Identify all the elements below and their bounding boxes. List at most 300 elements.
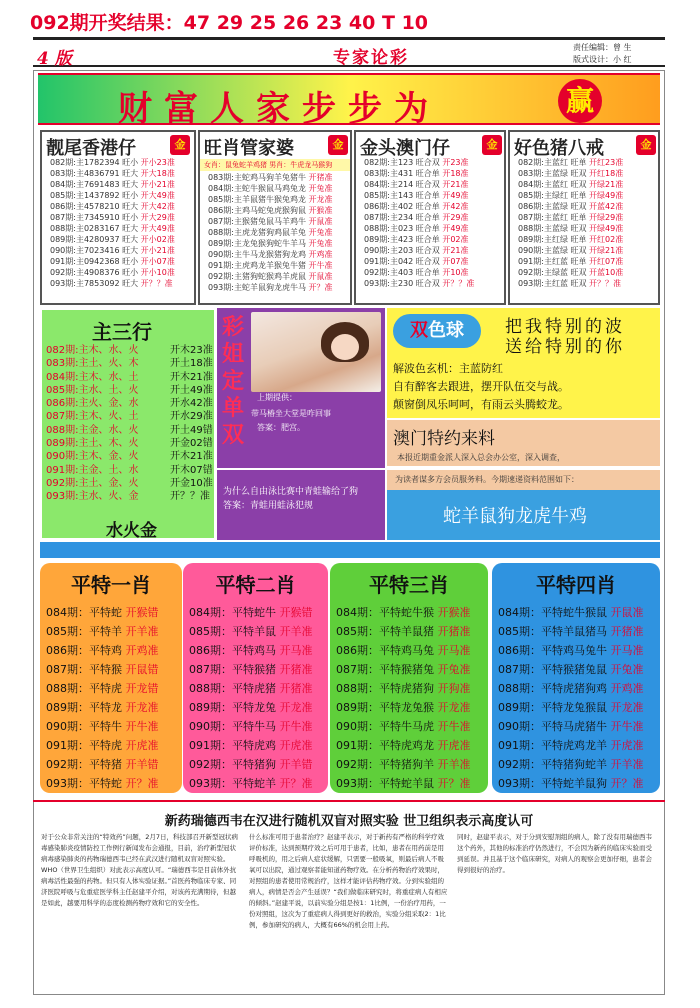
row-result: 开大18准 — [138, 169, 175, 178]
row-result: 开水42准 — [170, 398, 213, 410]
draw-result-title: 092期开奖结果：47 29 25 26 23 40 T 10 — [30, 12, 429, 34]
macau-zodiac: 蛇羊鼠狗龙虎牛鸡 — [443, 506, 587, 527]
row-main: 093期:主7853092 旺大 — [50, 279, 139, 288]
row-result: 开大49准 — [138, 191, 175, 200]
list-item — [46, 736, 178, 755]
row-main: 089期:主土、木、火 — [46, 438, 139, 450]
list-item — [46, 679, 178, 698]
row-result: 开红23准 — [586, 158, 624, 167]
row-result: 开猴准 — [305, 206, 333, 215]
row-main: 089期：平特龙 — [46, 701, 122, 714]
row-main: 090期：平特马虎猪牛 — [498, 720, 607, 733]
list-item — [336, 660, 484, 679]
list-item — [200, 260, 350, 271]
row-result: 开？准 — [276, 777, 313, 790]
row-result: 开龙错 — [122, 682, 159, 695]
list-item — [46, 384, 213, 397]
list-item — [200, 271, 350, 282]
list-item — [189, 698, 324, 717]
riddle-panel — [217, 470, 385, 540]
row-result: 开虎准 — [607, 739, 644, 752]
row-main: 089期:主红绿 旺单 — [518, 235, 587, 244]
list-item — [510, 245, 658, 256]
list-item — [336, 774, 484, 793]
row-main: 091期:主0942368 旺小 — [50, 257, 139, 266]
row-main: 083期:主土、火、木 — [46, 358, 139, 370]
row-main: 088期：平特虎猪狗 — [336, 682, 434, 695]
row-result: 开？准 — [434, 777, 471, 790]
row-main: 087期：平特猴猪兔 — [336, 663, 434, 676]
macau-zodiac-box — [387, 490, 660, 540]
list-item — [46, 371, 213, 384]
list-item — [336, 679, 484, 698]
row-main: 092期：平特猪 — [46, 758, 122, 771]
row-result: 开兔准 — [607, 663, 644, 676]
row-result: 开猴错 — [122, 606, 159, 619]
list-item — [498, 622, 656, 641]
editor-credits — [573, 42, 632, 66]
row-result: 开大49准 — [138, 224, 175, 233]
row-main: 087期:主猴猪兔鼠马羊鸡牛 — [208, 217, 306, 226]
row-main: 086期:主4578210 旺大 — [50, 202, 139, 211]
row-main: 093期：平特蛇羊鼠 — [336, 777, 434, 790]
row-result: 开绿49准 — [586, 224, 624, 233]
row-main: 089期：平特龙兔猴 — [336, 701, 434, 714]
row-result: 开？？准 — [439, 279, 475, 288]
row-main: 093期:主230 旺合双 — [364, 279, 440, 288]
list-item — [336, 603, 484, 622]
row-result: 开鸡准 — [122, 644, 159, 657]
row-result: 开02准 — [439, 235, 469, 244]
list-item — [336, 698, 484, 717]
row-result: 开42准 — [439, 202, 469, 211]
row-result: 开土18准 — [170, 358, 213, 370]
list-item — [42, 190, 194, 201]
macau-special-title: 澳门特约来料 — [393, 429, 495, 449]
list-item — [200, 227, 350, 238]
row-main: 093期：平特蛇羊鼠狗 — [498, 777, 607, 790]
row-result: 开29准 — [439, 213, 469, 222]
article-column-3: 同时，赵建平表示，对于分到安慰剂组的病人，除了没有用瑞德西韦这个药外，其他的标准治疗仍然进行，不会因为新药的临床实验而受到延误。并且基于这个临床研究，对病人的观察会更加仔细，患者会得到很好的治疗。 — [457, 833, 652, 874]
row-result: 开？准 — [607, 777, 644, 790]
row-result: 开马准 — [607, 644, 644, 657]
row-result: 开兔准 — [305, 239, 333, 248]
row-main: 091期:主虎鸡龙羊猴兔牛猪 — [208, 261, 306, 270]
list-item — [510, 157, 658, 168]
row-result: 开蓝10准 — [586, 268, 624, 277]
row-result: 开小10准 — [138, 268, 175, 277]
row-main: 092期:主绿蓝 旺双 — [518, 268, 587, 277]
row-main: 092期：平特猪狗羊 — [336, 758, 434, 771]
list-item — [510, 234, 658, 245]
row-main: 085期：平特羊鼠猪 — [336, 625, 434, 638]
list-item — [200, 216, 350, 227]
row-main: 083期:主4836791 旺大 — [50, 169, 139, 178]
list-item — [42, 245, 194, 256]
list-item — [189, 679, 324, 698]
row-main: 085期:主羊鼠猪牛猴兔鸡龙 — [208, 195, 306, 204]
row-result: 开兔准 — [305, 184, 333, 193]
row-main: 084期:主7691483 旺大 — [50, 180, 139, 189]
pingte-card-4 — [492, 563, 660, 793]
row-main: 087期：平特猴 — [46, 663, 122, 676]
row-result: 开土49准 — [170, 384, 213, 396]
banner-title: 财富人家步步为 — [118, 89, 440, 129]
banner — [38, 73, 660, 129]
row-result: 开小21准 — [138, 246, 175, 255]
row-main: 088期：平特虎猪狗鸡 — [498, 682, 607, 695]
row-result: 开红02准 — [586, 235, 624, 244]
row-main: 092期:主403 旺合单 — [364, 268, 440, 277]
list-item — [46, 437, 213, 450]
slogan-line-2: 送给特别的你 — [505, 337, 625, 357]
row-main: 092期：平特猪狗 — [189, 758, 276, 771]
element-panel-title: 主三行 — [92, 320, 152, 344]
row-result: 开49准 — [439, 191, 469, 200]
color-ball-panel — [387, 308, 660, 418]
list-item — [510, 278, 658, 289]
list-item — [46, 424, 213, 437]
row-main: 086期:主402 旺合单 — [364, 202, 440, 211]
row-result: 开？？准 — [138, 279, 173, 288]
list-item — [356, 190, 504, 201]
row-main: 091期:主金、土、水 — [46, 464, 139, 476]
row-result: 开牛准 — [276, 720, 313, 733]
row-main: 089期：平特龙兔 — [189, 701, 276, 714]
row-main: 083期:主蛇鸡马狗羊兔猪牛 — [208, 173, 306, 182]
row-main: 082期:主1782394 旺小 — [50, 158, 139, 167]
element-panel-footer: 水火金 — [106, 521, 157, 541]
row-main: 091期：平特虎鸡 — [189, 739, 276, 752]
row-result: 开牛准 — [122, 720, 159, 733]
riddle-text: 带马椿坐大堂是咋回事 — [251, 409, 331, 418]
row-result: 开虎准 — [276, 739, 313, 752]
row-main: 089期:主423 旺合单 — [364, 235, 440, 244]
row-result: 开猪准 — [276, 663, 313, 676]
row-main: 085期:主绿红 旺单 — [518, 191, 587, 200]
list-item — [498, 698, 656, 717]
list-item — [356, 212, 504, 223]
row-result: 开龙准 — [607, 701, 644, 714]
row-result: 开21准 — [439, 180, 469, 189]
list-item — [42, 267, 194, 278]
row-result: 开10准 — [439, 268, 469, 277]
row-main: 087期：平特猴猪 — [189, 663, 276, 676]
row-main: 084期:主木、水、土 — [46, 371, 139, 383]
list-item — [356, 267, 504, 278]
row-main: 089期:主4280937 旺大 — [50, 235, 139, 244]
row-main: 092期：平特猪狗蛇羊 — [498, 758, 607, 771]
row-result: 开小23准 — [138, 158, 175, 167]
row-result: 开龙准 — [305, 195, 333, 204]
list-item — [200, 205, 350, 216]
list-item — [46, 477, 213, 490]
row-main: 088期：平特虎猪 — [189, 682, 276, 695]
row-result: 开兔准 — [434, 663, 471, 676]
row-result: 开小02准 — [138, 235, 175, 244]
list-item — [200, 282, 350, 293]
row-main: 093期：平特蛇 — [46, 777, 122, 790]
list-item — [356, 168, 504, 179]
row-main: 090期:主7023416 旺大 — [50, 246, 139, 255]
row-main: 089期:主龙兔猴狗蛇牛羊马 — [208, 239, 306, 248]
row-result: 开蓝42准 — [586, 202, 624, 211]
list-item — [42, 278, 194, 289]
row-result: 开马准 — [434, 644, 471, 657]
row-result: 开木23准 — [170, 345, 213, 356]
row-result: 开兔准 — [305, 228, 333, 237]
row-result: 开龙准 — [276, 701, 313, 714]
list-item — [356, 223, 504, 234]
list-item — [498, 679, 656, 698]
riddle-answer: 答案：肥宫。 — [257, 423, 305, 432]
row-result: 开？？准 — [170, 491, 210, 503]
pingte-card-3 — [330, 563, 488, 793]
list-item — [189, 641, 324, 660]
row-main: 085期：平特羊 — [46, 625, 122, 638]
row-result: 开金10准 — [170, 477, 213, 489]
list-item — [46, 450, 213, 463]
list-item — [510, 190, 658, 201]
row-main: 091期：平特虎 — [46, 739, 122, 752]
row-result: 开龙准 — [434, 701, 471, 714]
news-article — [33, 800, 665, 995]
list-item — [46, 344, 213, 357]
odd-even-panel — [217, 308, 385, 468]
row-result: 开虎准 — [122, 739, 159, 752]
list-item — [46, 660, 178, 679]
list-item — [498, 641, 656, 660]
gold-badge-icon: 金 — [328, 135, 348, 155]
designer-name: 版式设计：小 红 — [573, 55, 632, 64]
article-column-2: 什么标准可用于患者治疗？赵建平表示，对于新药有严格的科学疗效评价标准，达到预期疗效之后可用于患者，比如，患者在用药前是用呼吸机的，用之后病人症状缓解，只需要一般吸氧，则最后病人不吸氧可以出院，通过观察者能知道药物疗效。在分析药物治疗效果时，对照组的患者使用常规治疗，这样才能评估药物疗效。分到实验组的病人，病情是否会产生延误？“我们做临床研究时，将重症病人有相应的倾斜。”赵建平说，以前实验分组是按1：1比例，一份治疗用药，一份对照组，这次为了重症病人得到更好的救治，实验分组采取2：1比例，参加研究的病人，大概有66%的机会用上药。 — [249, 833, 448, 929]
row-result: 开马准 — [276, 644, 313, 657]
row-main: 085期:主1437892 旺小 — [50, 191, 139, 200]
row-result: 开木21准 — [170, 451, 213, 463]
row-main: 093期：平特蛇羊 — [189, 777, 276, 790]
row-main: 086期：平特鸡马兔牛 — [498, 644, 607, 657]
list-item — [46, 490, 210, 503]
article-title: 新药瑞德西韦在汉进行随机双盲对照实验 世卫组织表示高度认可 — [164, 814, 534, 829]
win-emblem: 赢 — [558, 79, 602, 123]
list-item — [189, 755, 324, 774]
row-result: 开猪准 — [305, 173, 333, 182]
list-item — [498, 755, 656, 774]
list-item — [356, 245, 504, 256]
row-main: 086期:主火、金、水 — [46, 398, 139, 410]
row-main: 082期:主蓝红 旺单 — [518, 158, 587, 167]
row-result: 开虎准 — [434, 739, 471, 752]
color-ball-logo — [393, 314, 481, 348]
row-result: 开小21准 — [138, 180, 175, 189]
panel-rows — [510, 157, 658, 289]
row-main: 093期:主红蓝 旺双 — [518, 279, 587, 288]
row-result: 开红07准 — [586, 257, 624, 266]
list-item — [356, 201, 504, 212]
list-item — [42, 201, 194, 212]
poem-line-1: 解波色玄机：主蓝防红 — [393, 362, 503, 375]
row-main: 090期：平特牛马虎 — [336, 720, 434, 733]
row-main: 090期:主蓝绿 旺双 — [518, 246, 587, 255]
row-main: 084期：平特蛇牛 — [189, 606, 276, 619]
list-item — [42, 168, 194, 179]
list-item — [46, 717, 178, 736]
divider-bar — [40, 542, 660, 558]
odd-even-vertical-title: 彩姐定单双 — [221, 314, 244, 448]
panel-title: 靓尾香港仔 — [46, 138, 136, 159]
row-result: 开鸡准 — [305, 250, 333, 259]
list-item — [46, 774, 178, 793]
row-result: 开小07准 — [138, 257, 175, 266]
list-item — [200, 238, 350, 249]
list-item — [42, 223, 194, 234]
pingte-title: 平特三肖 — [369, 573, 449, 597]
list-item — [510, 179, 658, 190]
list-item — [336, 755, 484, 774]
row-result: 开猴准 — [434, 606, 471, 619]
list-item — [189, 622, 324, 641]
list-item — [189, 660, 324, 679]
macau-report-1: 本报近期重金派人深入总会办公室，深入调查， — [397, 453, 565, 462]
row-main: 087期:主木、火、土 — [46, 411, 139, 423]
row-main: 087期:主蓝红 旺单 — [518, 213, 587, 222]
row-result: 开鼠准 — [305, 272, 333, 281]
row-result: 开绿29准 — [586, 213, 624, 222]
list-item — [510, 212, 658, 223]
list-item — [510, 223, 658, 234]
list-item — [46, 641, 178, 660]
panel-hk — [40, 130, 196, 305]
row-result: 开鼠错 — [122, 663, 159, 676]
riddle-question: 为什么自由泳比赛中青蛙输给了狗 — [223, 487, 359, 497]
page-header — [33, 37, 665, 67]
row-result: 开07准 — [439, 257, 469, 266]
list-item — [336, 717, 484, 736]
list-item — [189, 774, 324, 793]
row-result: 开猪准 — [434, 625, 471, 638]
panel-title: 好色猪八戒 — [514, 138, 604, 159]
list-item — [200, 183, 350, 194]
row-result: 开21准 — [439, 246, 469, 255]
slogan-line-1: 把我特别的波 — [505, 317, 625, 337]
panel-title: 旺肖管家婆 — [204, 138, 294, 159]
row-main: 086期：平特鸡马 — [189, 644, 276, 657]
row-main: 086期：平特鸡马兔 — [336, 644, 434, 657]
list-item — [510, 168, 658, 179]
pingte-rows — [498, 603, 656, 793]
row-result: 开牛准 — [434, 720, 471, 733]
row-main: 084期：平特蛇牛猴鼠 — [498, 606, 607, 619]
gold-badge-icon: 金 — [482, 135, 502, 155]
row-main: 088期:主金、水、火 — [46, 424, 139, 436]
row-main: 091期：平特虎鸡龙羊 — [498, 739, 607, 752]
row-result: 开绿21准 — [586, 246, 624, 255]
element-panel — [40, 308, 216, 540]
macau-report-box — [387, 470, 660, 490]
row-main: 092期:主猪狗蛇猴鸡羊虎鼠 — [208, 272, 306, 281]
row-result: 开羊错 — [122, 758, 159, 771]
row-main: 085期：平特羊鼠 — [189, 625, 276, 638]
list-item — [42, 256, 194, 267]
list-item — [42, 234, 194, 245]
list-item — [336, 736, 484, 755]
row-result: 开猪准 — [607, 625, 644, 638]
pingte-rows — [336, 603, 484, 793]
list-item — [46, 410, 213, 423]
list-item — [42, 179, 194, 190]
row-result: 开绿21准 — [586, 180, 624, 189]
list-item — [46, 622, 178, 641]
gold-badge-icon: 金 — [636, 135, 656, 155]
panel-title: 金头澳门仔 — [360, 138, 450, 159]
row-result: 开18准 — [439, 169, 469, 178]
row-main: 087期:主234 旺合单 — [364, 213, 440, 222]
row-result: 开？？准 — [586, 279, 622, 288]
row-main: 092期:主4908376 旺小 — [50, 268, 139, 277]
list-item — [42, 157, 194, 168]
logo-char: 双 — [410, 320, 428, 341]
row-main: 090期:主203 旺合双 — [364, 246, 440, 255]
row-main: 082期:主木、水、火 — [46, 345, 139, 356]
list-item — [46, 755, 178, 774]
gender-zodiac-note: 女肖：鼠兔蛇羊鸡猪 男肖：牛虎龙马猴狗 — [200, 159, 350, 171]
row-result: 开大29准 — [138, 213, 175, 222]
color-poem — [393, 360, 569, 414]
list-item — [42, 212, 194, 223]
pingte-rows — [189, 603, 324, 793]
list-item — [46, 357, 213, 370]
row-main: 084期：平特蛇牛猴 — [336, 606, 434, 619]
row-result: 开羊准 — [434, 758, 471, 771]
row-main: 085期：平特羊鼠猪马 — [498, 625, 607, 638]
gold-badge-icon: 金 — [170, 135, 190, 155]
model-face — [331, 334, 359, 360]
row-main: 090期:主牛马龙猴猪狗龙鸡 — [208, 250, 306, 259]
row-main: 088期:主虎龙猪狗鸡鼠羊兔 — [208, 228, 306, 237]
list-item — [46, 397, 213, 410]
row-main: 093期:主水、火、金 — [46, 491, 139, 503]
macau-special-panel — [387, 420, 660, 466]
list-item — [46, 603, 178, 622]
panel-rows — [200, 172, 350, 293]
list-item — [356, 234, 504, 245]
row-main: 087期:主7345910 旺小 — [50, 213, 139, 222]
logo-rest: 色球 — [428, 320, 464, 341]
row-result: 开猪准 — [276, 682, 313, 695]
list-item — [189, 736, 324, 755]
pingte-card-1 — [40, 563, 182, 793]
list-item — [189, 717, 324, 736]
panel-macau — [354, 130, 506, 305]
row-main: 092期:主土、金、火 — [46, 477, 139, 489]
row-result: 开？准 — [122, 777, 159, 790]
row-main: 088期:主蓝绿 旺双 — [518, 224, 587, 233]
editor-name: 责任编辑：曾 生 — [573, 43, 632, 52]
row-main: 088期:主0283167 旺大 — [50, 224, 139, 233]
row-main: 091期:主红蓝 旺单 — [518, 257, 587, 266]
row-main: 091期:主042 旺合双 — [364, 257, 440, 266]
row-main: 091期：平特虎鸡龙 — [336, 739, 434, 752]
list-item — [356, 179, 504, 190]
panel-color — [508, 130, 660, 305]
row-main: 090期:主木、金、火 — [46, 451, 139, 463]
row-main: 082期:主123 旺合双 — [364, 158, 440, 167]
row-result: 开木07错 — [170, 464, 213, 476]
article-column-1: 对于公众非常关注的“特效药”问题，2月7日，科技部召开新型冠状病毒感染肺炎疫情防控工作例行新闻发布会通报，目前，治疗新型冠状病毒感染肺炎的药物瑞德西韦已经在武汉进行随机双盲对照实验。WHO（世界卫生组织）对此表示高度认可。“瑞德西韦是目前体外抗病毒活性最强的药物。但只有人体实验证据。”首医药物临床专家、同济医院呼吸与危重症医学科主任赵建平介绍，对该药充满期待，但越是如此，越要用科学的态度检测药物疗效和它的安全性。 — [41, 833, 239, 907]
row-result: 开水29准 — [170, 411, 213, 423]
riddle-question-answer: 答案：青蛙用蛙泳犯规 — [223, 501, 314, 511]
macau-report-2: 为读者谋多方会员服务料。今期速递资料范围如下： — [395, 475, 579, 484]
